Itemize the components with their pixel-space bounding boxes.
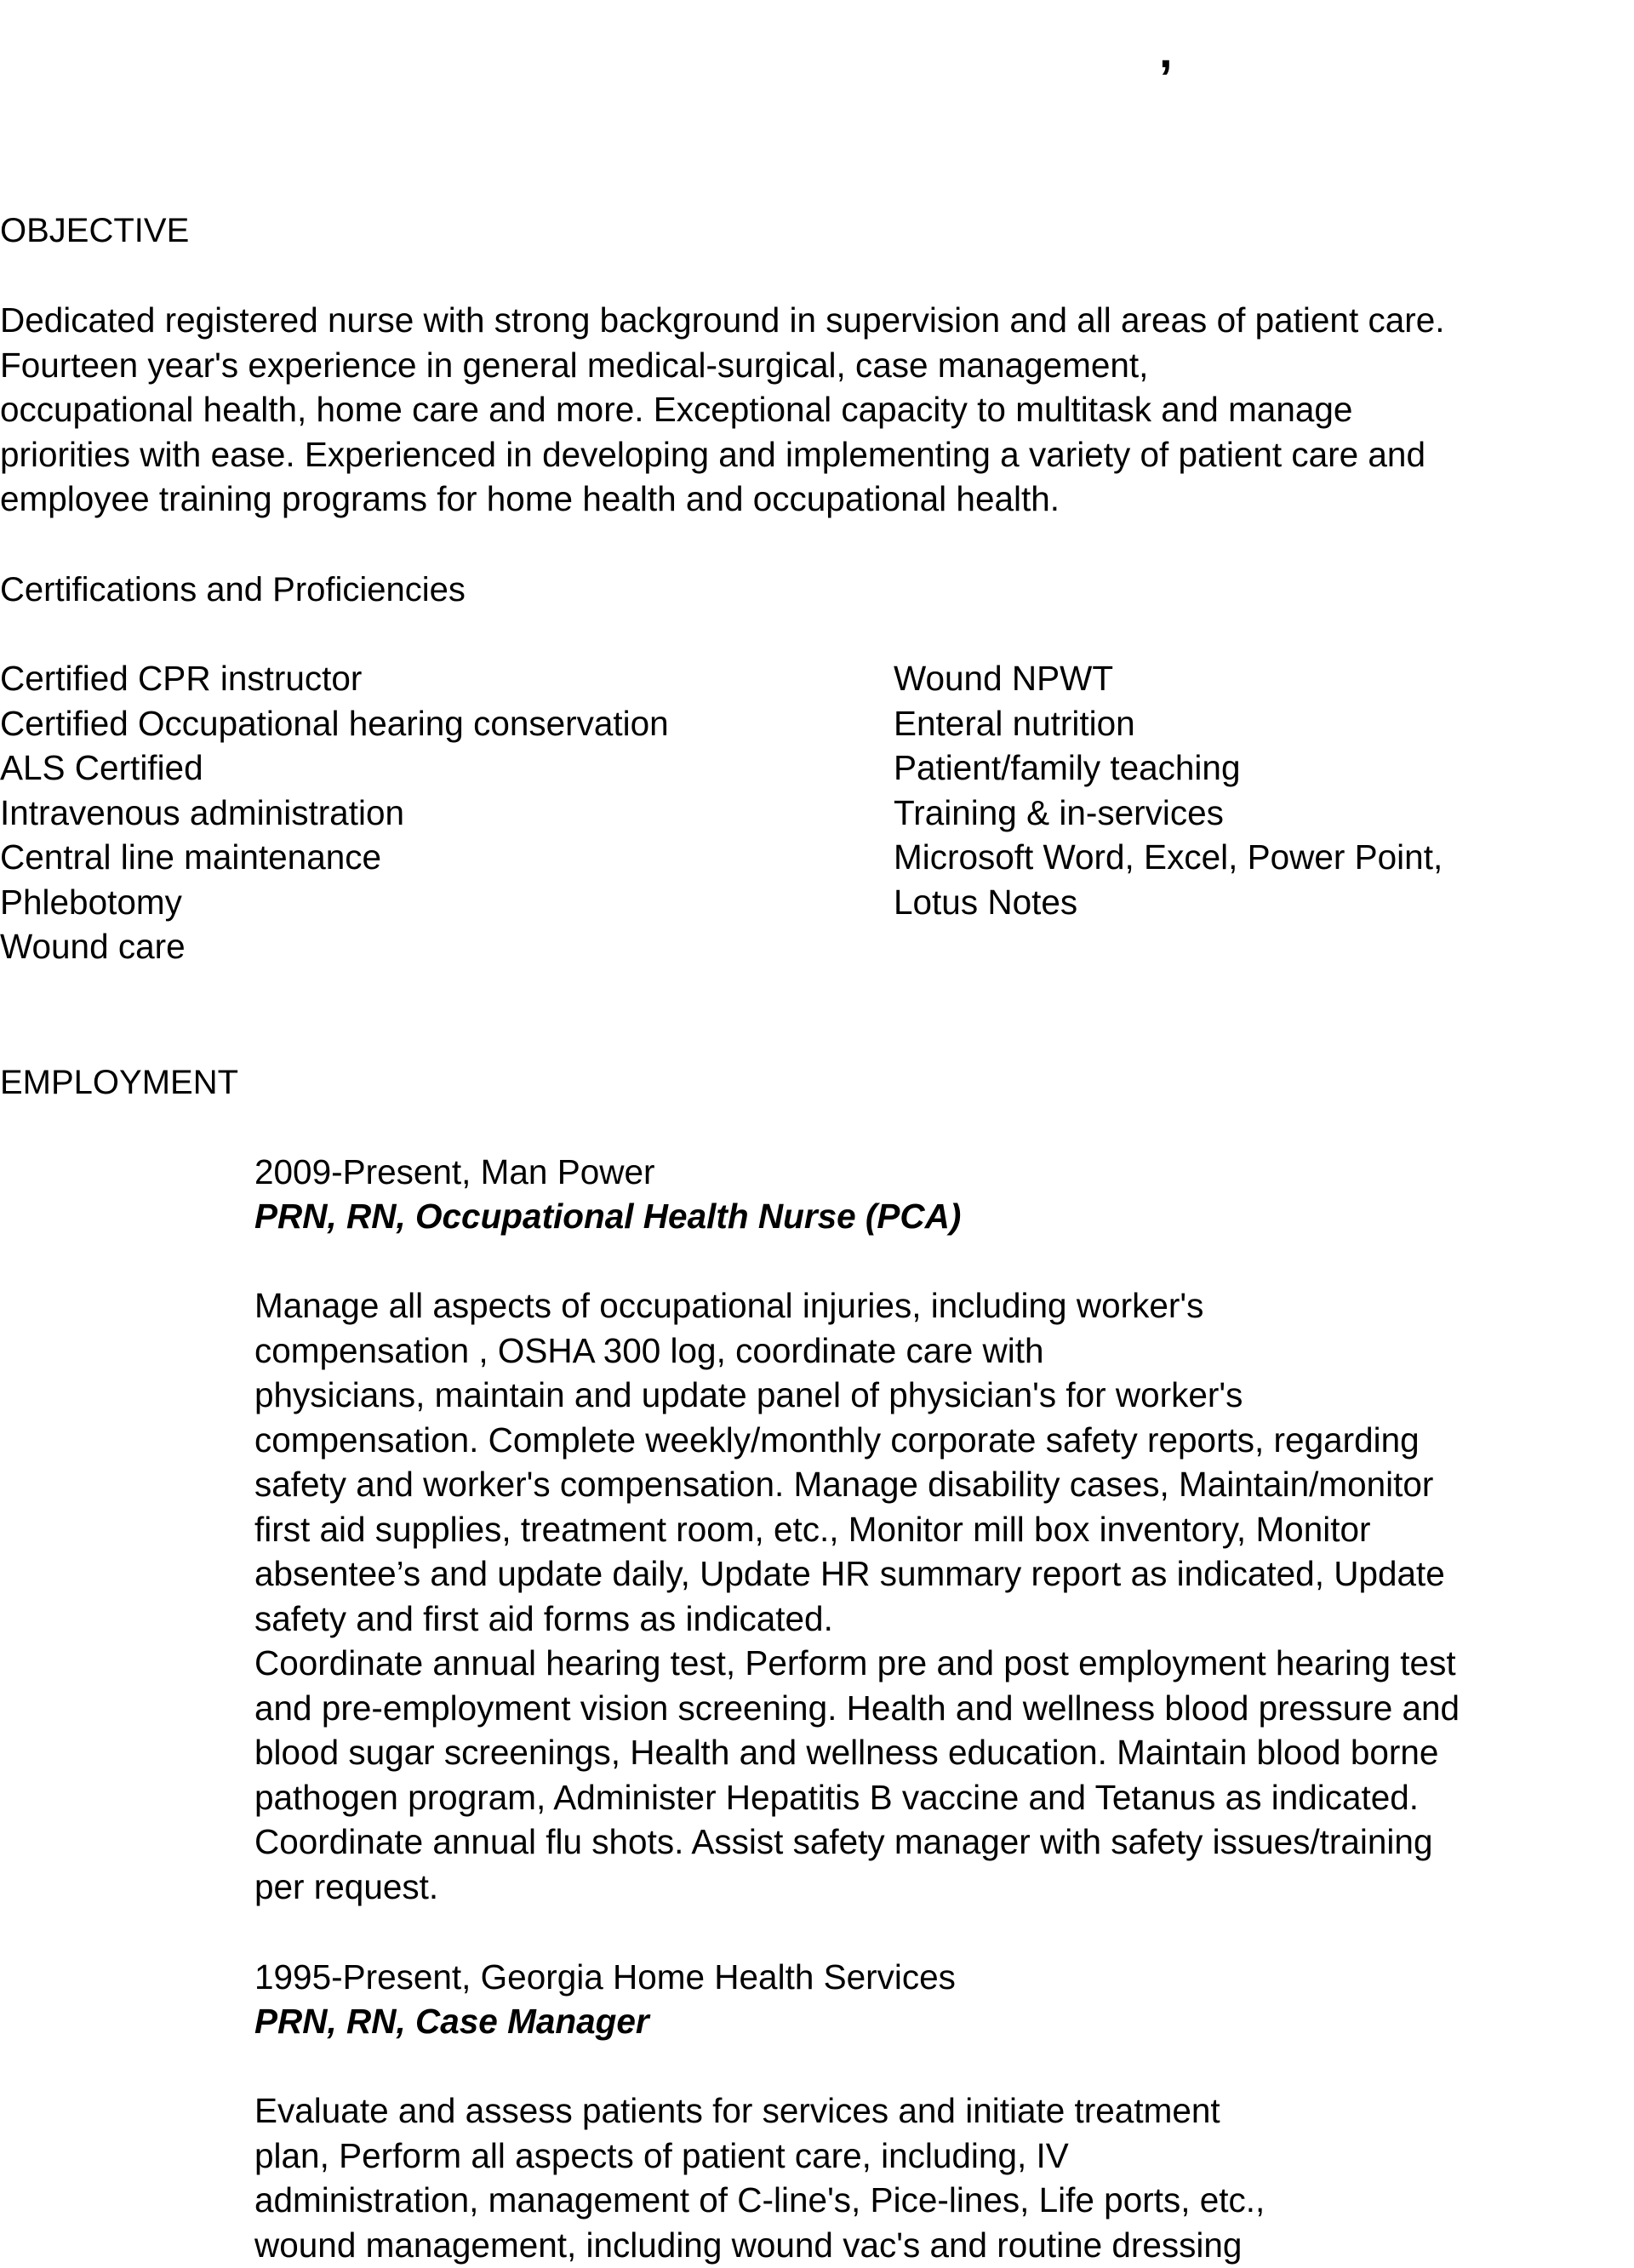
- job-description-line: wound management, including wound vac's and routine dressing: [254, 2225, 1243, 2265]
- job-description-line: first aid supplies, treatment room, etc., Monitor mill box inventory, Monitor: [254, 1509, 1371, 1549]
- job-description-line: compensation , OSHA 300 log, coordinate care with: [254, 1330, 1044, 1370]
- objective-line: Dedicated registered nurse with strong background in supervision and all areas of patient care.: [0, 300, 1445, 340]
- job-description-line: plan, Perform all aspects of patient care, including, IV: [254, 2135, 1069, 2175]
- certification-item: Intravenous administration: [0, 792, 405, 832]
- job-description-line: per request.: [254, 1866, 439, 1906]
- job-title: PRN, RN, Case Manager: [254, 2002, 649, 2041]
- job-description: [254, 1283, 1460, 1909]
- certifications-right-list: [894, 656, 1443, 924]
- objective-line: priorities with ease. Experienced in developing and implementing a variety of patient care and: [0, 434, 1425, 474]
- job-description-line: absentee’s and update daily, Update HR summary report as indicated, Update: [254, 1554, 1445, 1593]
- proficiency-item: Wound NPWT: [894, 659, 1114, 698]
- job-description-line: blood sugar screenings, Health and wellness education. Maintain blood borne: [254, 1733, 1439, 1772]
- job-description-line: Manage all aspects of occupational injuries, including worker's: [254, 1286, 1204, 1325]
- job-description-line: compensation. Complete weekly/monthly corporate safety reports, regarding: [254, 1420, 1420, 1460]
- certification-item: Central line maintenance: [0, 837, 382, 877]
- certification-item: Certified CPR instructor: [0, 659, 363, 698]
- job-description-line: physicians, maintain and update panel of physician's for worker's: [254, 1375, 1243, 1414]
- certifications-left-list: [0, 656, 669, 969]
- certification-item: Phlebotomy: [0, 882, 182, 922]
- objective-heading: OBJECTIVE: [0, 212, 190, 249]
- proficiency-item: Patient/family teaching: [894, 748, 1241, 787]
- job-description-line: Coordinate annual hearing test, Perform pre and post employment hearing test: [254, 1643, 1456, 1682]
- job-description-line: pathogen program, Administer Hepatitis B vaccine and Tetanus as indicated.: [254, 1777, 1420, 1817]
- job-description-line: safety and worker's compensation. Manage disability cases, Maintain/monitor: [254, 1465, 1434, 1504]
- objective-paragraph: [0, 298, 1444, 522]
- header-mark: ,: [1159, 24, 1173, 77]
- proficiency-item: Lotus Notes: [894, 882, 1078, 922]
- objective-line: occupational health, home care and more. Exceptional capacity to multitask and manage: [0, 390, 1353, 429]
- objective-line: Fourteen year's experience in general medical-surgical, case management,: [0, 345, 1149, 385]
- proficiency-item: Training & in-services: [894, 792, 1224, 832]
- proficiency-item: Enteral nutrition: [894, 703, 1135, 743]
- job-description: [254, 2088, 1265, 2267]
- job-description-line: Coordinate annual flu shots. Assist safety manager with safety issues/training: [254, 1822, 1433, 1861]
- proficiency-item: Microsoft Word, Excel, Power Point,: [894, 837, 1443, 877]
- employment-heading: EMPLOYMENT: [0, 1064, 239, 1101]
- job-description-line: administration, management of C-line's, Pice-lines, Life ports, etc.,: [254, 2180, 1265, 2219]
- job-description-line: safety and first aid forms as indicated.: [254, 1598, 833, 1638]
- certification-item: ALS Certified: [0, 748, 203, 787]
- job-period: 1995-Present, Georgia Home Health Services: [254, 1957, 956, 1997]
- job-period: 2009-Present, Man Power: [254, 1152, 655, 1191]
- job-title: PRN, RN, Occupational Health Nurse (PCA): [254, 1197, 962, 1236]
- job-description-line: and pre-employment vision screening. Health and wellness blood pressure and: [254, 1688, 1460, 1728]
- job-description-line: Evaluate and assess patients for services and initiate treatment: [254, 2091, 1220, 2130]
- certification-item: Wound care: [0, 927, 186, 966]
- certifications-heading: Certifications and Proficiencies: [0, 571, 466, 608]
- certification-item: Certified Occupational hearing conservation: [0, 703, 669, 743]
- objective-line: employee training programs for home health and occupational health.: [0, 479, 1060, 518]
